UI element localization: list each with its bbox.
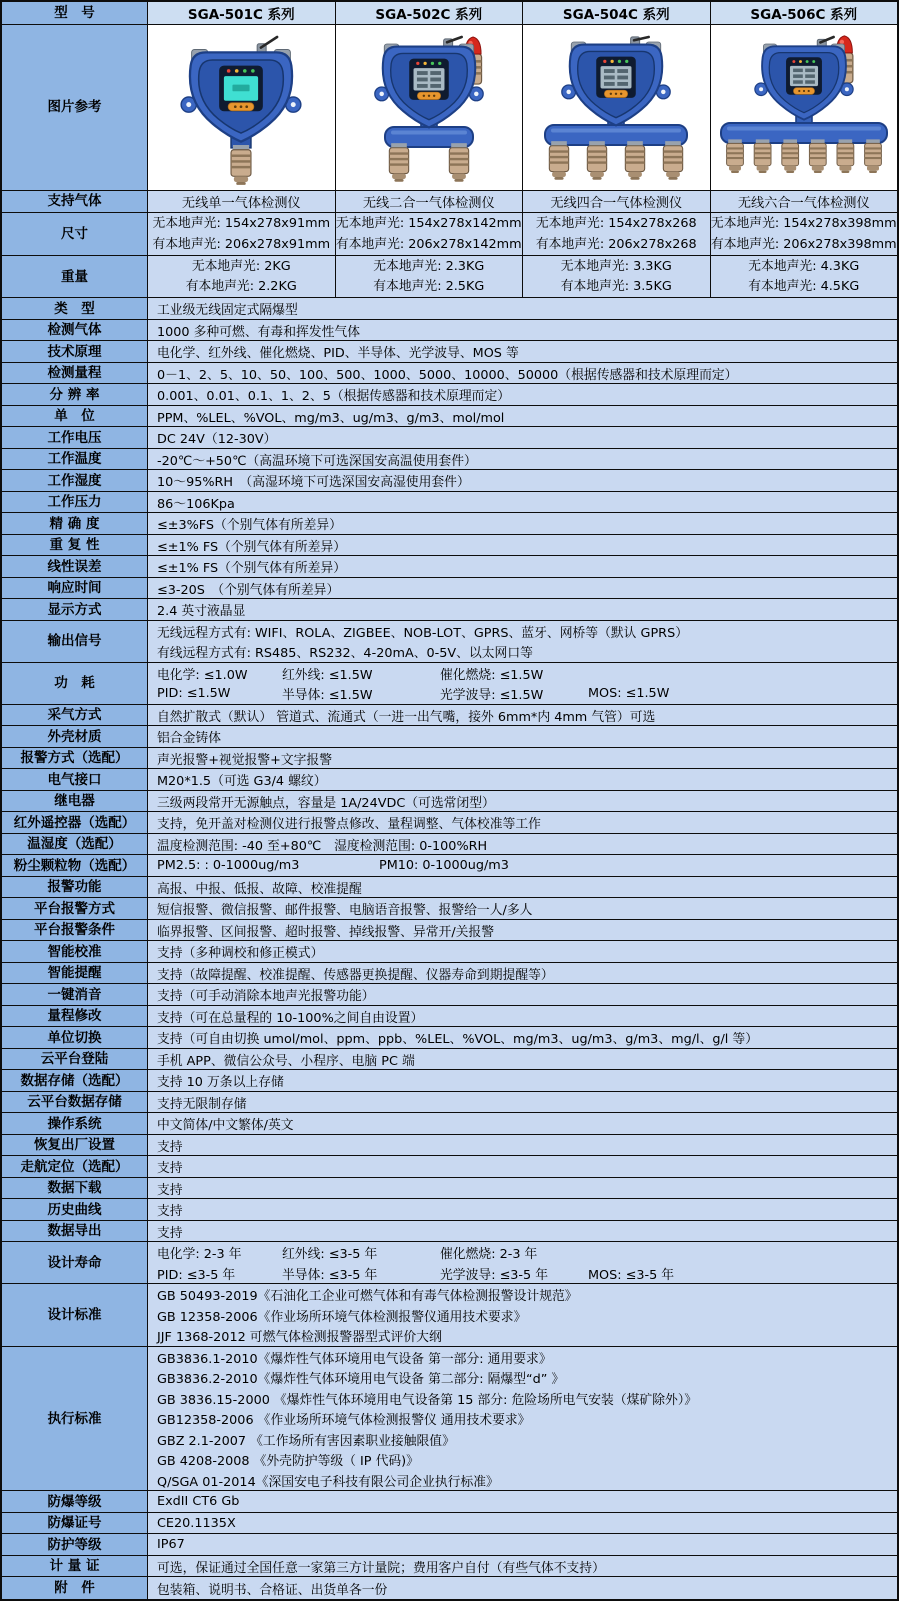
row-value xyxy=(148,769,897,790)
detector-body-icon xyxy=(375,44,483,127)
value-line: 0－1、2、5、10、50、100、500、1000、5000、10000、50000（根据传感器和技术原理而定） xyxy=(157,367,738,383)
row-label: 执行标准 xyxy=(2,1347,148,1491)
row-label: 设计标准 xyxy=(2,1284,148,1346)
row-value xyxy=(148,1049,897,1070)
value-line: 2.4 英寸液晶显 xyxy=(157,604,246,620)
row-value xyxy=(148,298,897,319)
spec-row xyxy=(2,855,897,877)
row-value xyxy=(148,1156,897,1177)
row-value xyxy=(148,1534,897,1555)
value-line: 支持 xyxy=(157,1182,183,1198)
spec-row xyxy=(2,1284,897,1347)
value-line: 包装箱、说明书、合格证、出货单各一份 xyxy=(157,1582,388,1598)
row-label: 单位切换 xyxy=(2,1027,148,1048)
row-label: 防爆等级 xyxy=(2,1491,148,1512)
row-label: 检测量程 xyxy=(2,363,148,384)
row-label: 智能提醒 xyxy=(2,963,148,984)
value-segment: MOS: ≤1.5W xyxy=(588,686,670,702)
value-line: 中文简体/中文繁体/英文 xyxy=(157,1118,294,1134)
value-line: 无本地声光: 154x278x398mm xyxy=(710,216,897,232)
row-value xyxy=(148,513,897,534)
row-value xyxy=(148,621,897,662)
spec-value-cell: 无线单一气体检测仪 xyxy=(148,191,335,213)
value-line xyxy=(148,663,897,684)
row-label: 重量 xyxy=(2,256,148,298)
row-value xyxy=(148,1347,897,1491)
row-value xyxy=(148,1006,897,1027)
spec-row xyxy=(2,1577,897,1599)
value-line: GB 12358-2006《作业场所环境气体检测报警仪通用技术要求》 xyxy=(157,1309,527,1325)
spec-row xyxy=(2,406,897,428)
row-label: 尺寸 xyxy=(2,213,148,255)
spec-row xyxy=(2,535,897,557)
row-label: 工作温度 xyxy=(2,449,148,470)
value-line: 自然扩散式（默认） 管道式、流通式（一进一出气嘴，接外 6mm*内 4mm 气管）可选 xyxy=(157,709,656,725)
value-line: 有本地声光: 206x278x91mm xyxy=(152,236,331,252)
manifold-icon xyxy=(721,123,887,143)
spec-row xyxy=(2,1156,897,1178)
value-line: 声光报警+视觉报警+文字报警 xyxy=(157,752,333,768)
value-segment: 催化燃烧: 2-3 年 xyxy=(440,1247,538,1263)
value-line: 无本地声光: 154x278x268 xyxy=(535,216,697,232)
spec-row xyxy=(2,791,897,813)
value-line: -20℃～+50℃（高温环境下可选深国安高温使用套件） xyxy=(157,453,477,469)
row-label: 电气接口 xyxy=(2,769,148,790)
value-line: 可选，保证通过全国任意一家第三方计量院；费用客户自付（有些气体不支持） xyxy=(157,1560,605,1576)
spec-value-cell xyxy=(335,256,523,298)
spec-row xyxy=(2,191,897,214)
value-segment: PM2.5: : 0-1000ug/m3 xyxy=(157,858,300,874)
sensor-probe-icon xyxy=(449,143,468,182)
value-line: 86～106Kpa xyxy=(157,496,235,512)
spec-row xyxy=(2,1070,897,1092)
row-label: 数据存储（选配） xyxy=(2,1070,148,1091)
value-line xyxy=(148,855,897,876)
row-value xyxy=(148,855,897,876)
spec-row xyxy=(2,1221,897,1243)
value-line: GB 50493-2019《石油化工企业可燃气体和有毒气体检测报警设计规范》 xyxy=(157,1289,578,1305)
row-label: 量程修改 xyxy=(2,1006,148,1027)
spec-row xyxy=(2,812,897,834)
sensor-probe-icon xyxy=(782,139,799,173)
spec-row xyxy=(2,705,897,727)
product-image-row xyxy=(2,25,897,191)
spec-row xyxy=(2,578,897,600)
row-value xyxy=(148,834,897,855)
row-label: 设计寿命 xyxy=(2,1242,148,1283)
row-value xyxy=(148,599,897,620)
spec-row xyxy=(2,1113,897,1135)
row-label: 报警方式（选配） xyxy=(2,748,148,769)
spec-value-cell xyxy=(148,213,335,255)
value-line: 无本地声光: 2.3KG xyxy=(373,258,485,274)
device-image-cell-SGA-506C xyxy=(710,25,898,190)
spec-row xyxy=(2,427,897,449)
sensor-probe-icon xyxy=(626,141,645,180)
value-line: DC 24V（12-30V） xyxy=(157,432,277,448)
spec-row xyxy=(2,748,897,770)
spec-row xyxy=(2,898,897,920)
value-line: 支持（多种调校和修正模式） xyxy=(157,946,324,962)
sensor-probe-icon xyxy=(588,141,607,180)
spec-row xyxy=(2,599,897,621)
value-line: PPM、%LEL、%VOL、mg/m3、ug/m3、g/m3、mol/mol xyxy=(157,410,505,426)
spec-row xyxy=(2,984,897,1006)
row-value xyxy=(148,963,897,984)
column-header-series: SGA-504C 系列 xyxy=(522,2,710,24)
spec-row xyxy=(2,726,897,748)
row-value xyxy=(148,363,897,384)
spec-row xyxy=(2,1006,897,1028)
value-segment: MOS: ≤3-5 年 xyxy=(588,1267,675,1283)
row-value xyxy=(148,812,897,833)
spec-row xyxy=(2,1347,897,1492)
gas-detector-illustration-SGA-504C xyxy=(523,25,709,189)
row-value xyxy=(148,341,897,362)
row-value xyxy=(148,1092,897,1113)
value-line: 有本地声光: 2.5KG xyxy=(373,279,485,295)
row-value xyxy=(148,1199,897,1220)
value-line xyxy=(148,683,897,704)
spec-row xyxy=(2,920,897,942)
value-segment: 红外线: ≤3-5 年 xyxy=(282,1247,378,1263)
spec-row xyxy=(2,384,897,406)
value-segment: PM10: 0-1000ug/m3 xyxy=(379,858,509,874)
spec-row xyxy=(2,298,897,320)
row-value xyxy=(148,470,897,491)
spec-row xyxy=(2,1178,897,1200)
spec-value-cell xyxy=(710,256,898,298)
sensor-probe-icon xyxy=(664,141,683,180)
value-line: 有本地声光: 4.5KG xyxy=(748,279,860,295)
row-label: 工作压力 xyxy=(2,492,148,513)
row-value xyxy=(148,1113,897,1134)
value-line: GB3836.1-2010《爆炸性气体环境用电气设备 第一部分: 通用要求》 xyxy=(157,1351,552,1367)
value-line: IP67 xyxy=(157,1537,185,1553)
row-label: 历史曲线 xyxy=(2,1199,148,1220)
row-label: 类 型 xyxy=(2,298,148,319)
spec-row xyxy=(2,556,897,578)
spec-row xyxy=(2,1092,897,1114)
row-value xyxy=(148,1577,897,1599)
value-line: 有本地声光: 2.2KG xyxy=(185,279,297,295)
value-line: 有本地声光: 206x278x268 xyxy=(535,236,697,252)
gas-detector-illustration-SGA-501C xyxy=(148,25,334,189)
row-label: 数据导出 xyxy=(2,1221,148,1242)
device-image-cell-SGA-502C xyxy=(335,25,523,190)
value-segment: 电化学: 2-3 年 xyxy=(157,1247,242,1263)
row-value xyxy=(148,748,897,769)
value-line: 0.001、0.01、0.1、1、2、5（根据传感器和技术原理而定） xyxy=(157,389,511,405)
value-line: CE20.1135X xyxy=(157,1515,236,1531)
value-line: 支持 xyxy=(157,1204,183,1220)
device-image-cell-SGA-504C xyxy=(522,25,710,190)
sensor-probe-icon xyxy=(726,139,743,173)
value-line: 支持，免开盖对检测仪进行报警点修改、量程调整、气体校准等工作 xyxy=(157,817,541,833)
spec-row xyxy=(2,470,897,492)
row-value xyxy=(148,449,897,470)
row-label: 平台报警方式 xyxy=(2,898,148,919)
value-segment: 红外线: ≤1.5W xyxy=(282,667,373,683)
spec-row xyxy=(2,1027,897,1049)
row-label: 防护等级 xyxy=(2,1534,148,1555)
row-label: 工作湿度 xyxy=(2,470,148,491)
row-value xyxy=(148,984,897,1005)
value-line: 高报、中报、低报、故障、校准提醒 xyxy=(157,881,362,897)
row-value xyxy=(148,1513,897,1534)
value-line: 电化学、红外线、催化燃烧、PID、半导体、光学波导、MOS 等 xyxy=(157,346,519,362)
value-line: 无本地声光: 4.3KG xyxy=(748,258,860,274)
value-line: 支持 10 万条以上存储 xyxy=(157,1075,284,1091)
value-line: M20*1.5（可选 G3/4 螺纹） xyxy=(157,774,327,790)
column-header-series: SGA-502C 系列 xyxy=(335,2,523,24)
row-value xyxy=(148,791,897,812)
row-value xyxy=(148,1284,897,1346)
spec-row xyxy=(2,834,897,856)
row-value xyxy=(148,492,897,513)
spec-row xyxy=(2,213,897,256)
value-line xyxy=(148,1242,897,1263)
spec-row xyxy=(2,1556,897,1578)
spec-row xyxy=(2,1491,897,1513)
value-segment: PID: ≤1.5W xyxy=(157,686,231,702)
value-line: JJF 1368-2012 可燃气体检测报警器型式评价大纲 xyxy=(157,1330,442,1346)
value-segment: 电化学: ≤1.0W xyxy=(157,667,248,683)
spec-row xyxy=(2,963,897,985)
detector-body-icon xyxy=(181,50,301,142)
row-label: 一键消音 xyxy=(2,984,148,1005)
value-line: 临界报警、区间报警、超时报警、掉线报警、异常开/关报警 xyxy=(157,924,495,940)
row-value xyxy=(148,1070,897,1091)
row-label: 操作系统 xyxy=(2,1113,148,1134)
value-line: ≤±3%FS（个别气体有所差异） xyxy=(157,518,342,534)
row-label: 分 辨 率 xyxy=(2,384,148,405)
value-segment: 催化燃烧: ≤1.5W xyxy=(440,667,544,683)
spec-row xyxy=(2,1534,897,1556)
gas-detector-illustration-SGA-502C xyxy=(336,25,522,189)
value-line: 工业级无线固定式隔爆型 xyxy=(157,303,298,319)
row-label: 单 位 xyxy=(2,406,148,427)
value-line: 温度检测范围: -40 至+80℃ 湿度检测范围: 0-100%RH xyxy=(157,838,488,854)
row-value xyxy=(148,384,897,405)
row-label: 附 件 xyxy=(2,1577,148,1599)
row-label: 平台报警条件 xyxy=(2,920,148,941)
value-line: Q/SGA 01-2014《深国安电子科技有限公司企业执行标准》 xyxy=(157,1474,499,1490)
spec-row xyxy=(2,769,897,791)
value-line: 有本地声光: 206x278x398mm xyxy=(710,236,897,252)
spec-value-cell xyxy=(522,213,710,255)
row-value xyxy=(148,705,897,726)
value-line: 有线远程方式有: RS485、RS232、4-20mA、0-5V、以太网口等 xyxy=(157,646,533,662)
row-value xyxy=(148,877,897,898)
row-label: 云平台数据存储 xyxy=(2,1092,148,1113)
value-line: GBZ 2.1-2007 《工作场所有害因素职业接触限值》 xyxy=(157,1433,455,1449)
spec-row xyxy=(2,621,897,663)
spec-value-cell xyxy=(522,256,710,298)
spec-row xyxy=(2,1513,897,1535)
value-line: 1000 多种可燃、有毒和挥发性气体 xyxy=(157,324,360,340)
spec-value-cell xyxy=(148,256,335,298)
value-line: GB 3836.15-2000 《爆炸性气体环境用电气设备第 15 部分: 危险场所电气安装（煤矿除外）》 xyxy=(157,1392,698,1408)
sensor-probe-icon xyxy=(389,143,408,182)
spec-row xyxy=(2,1199,897,1221)
value-line: 手机 APP、微信公众号、小程序、电脑 PC 端 xyxy=(157,1053,415,1069)
sensor-probe-icon xyxy=(754,139,771,173)
row-value xyxy=(148,1242,897,1283)
row-value xyxy=(148,920,897,941)
sensor-probe-icon xyxy=(550,141,569,180)
row-label: 报警功能 xyxy=(2,877,148,898)
row-label: 云平台登陆 xyxy=(2,1049,148,1070)
value-line: 支持 xyxy=(157,1161,183,1177)
detector-body-icon xyxy=(562,42,670,125)
row-label: 走航定位（选配） xyxy=(2,1156,148,1177)
row-value xyxy=(148,535,897,556)
spec-row xyxy=(2,1135,897,1157)
row-value xyxy=(148,556,897,577)
spec-row xyxy=(2,513,897,535)
value-line: 有本地声光: 206x278x142mm xyxy=(335,236,522,252)
value-line xyxy=(148,1263,897,1284)
value-segment: 光学波导: ≤3-5 年 xyxy=(440,1267,549,1283)
row-value xyxy=(148,1135,897,1156)
spec-row xyxy=(2,1049,897,1071)
row-label: 采气方式 xyxy=(2,705,148,726)
row-label: 继电器 xyxy=(2,791,148,812)
row-label: 温湿度（选配） xyxy=(2,834,148,855)
value-segment: 光学波导: ≤1.5W xyxy=(440,688,544,704)
row-value xyxy=(148,1178,897,1199)
row-label: 功 耗 xyxy=(2,663,148,704)
row-value xyxy=(148,941,897,962)
value-line: 支持 xyxy=(157,1225,183,1241)
sensor-probe-icon xyxy=(864,139,881,173)
value-line: GB 4208-2008 《外壳防护等级（ IP 代码)》 xyxy=(157,1454,419,1470)
value-line: 支持 xyxy=(157,1139,183,1155)
value-segment: 半导体: ≤3-5 年 xyxy=(282,1267,378,1283)
value-line: 支持（可在总量程的 10-100%之间自由设置） xyxy=(157,1010,424,1026)
row-label: 防爆证号 xyxy=(2,1513,148,1534)
value-line: GB3836.2-2010《爆炸性气体环境用电气设备 第二部分: 隔爆型“d” 》 xyxy=(157,1372,565,1388)
row-label: 响应时间 xyxy=(2,578,148,599)
row-value xyxy=(148,578,897,599)
row-label: 重 复 性 xyxy=(2,535,148,556)
row-label: 智能校准 xyxy=(2,941,148,962)
value-line: 支持（可手动消除本地声光报警功能） xyxy=(157,989,375,1005)
value-line: ≤±1% FS（个别气体有所差异） xyxy=(157,539,347,555)
value-line: 无线远程方式有: WIFI、ROLA、ZIGBEE、NOB-LOT、GPRS、蓝牙、网桥等（默认 GPRS） xyxy=(157,625,688,641)
value-line: 支持（故障提醒、校准提醒、传感器更换提醒、仪器寿命到期提醒等） xyxy=(157,967,554,983)
row-label: 粉尘颗粒物（选配） xyxy=(2,855,148,876)
value-line: 无本地声光: 3.3KG xyxy=(560,258,672,274)
row-label: 恢复出厂设置 xyxy=(2,1135,148,1156)
value-line: 三级两段常开无源触点，容量是 1A/24VDC（可选常闭型） xyxy=(157,795,495,811)
value-line: 无本地声光: 154x278x142mm xyxy=(335,216,522,232)
antenna-icon xyxy=(261,37,277,48)
spec-value-cell: 无线二合一气体检测仪 xyxy=(335,191,523,213)
value-line: GB12358-2006 《作业场所环境气体检测报警仪 通用技术要求》 xyxy=(157,1413,531,1429)
value-line: 无本地声光: 2KG xyxy=(191,258,291,274)
value-line: 无本地声光: 154x278x91mm xyxy=(152,216,331,232)
row-label: 支持气体 xyxy=(2,191,148,213)
value-line: 铝合金铸体 xyxy=(157,731,221,747)
value-line: 支持（可自由切换 umol/mol、ppm、ppb、%LEL、%VOL、mg/m3、ug/m3、g/m3、mg/l、g/l 等） xyxy=(157,1032,759,1048)
row-label: 工作电压 xyxy=(2,427,148,448)
row-value xyxy=(148,1556,897,1577)
row-label: 红外遥控器（选配） xyxy=(2,812,148,833)
value-segment: PID: ≤3-5 年 xyxy=(157,1267,236,1283)
row-label: 输出信号 xyxy=(2,621,148,662)
row-label: 线性误差 xyxy=(2,556,148,577)
row-value xyxy=(148,320,897,341)
row-value xyxy=(148,898,897,919)
spec-row xyxy=(2,449,897,471)
row-label: 显示方式 xyxy=(2,599,148,620)
value-line: 支持无限制存储 xyxy=(157,1096,247,1112)
spec-row xyxy=(2,341,897,363)
value-line: ExdII CT6 Gb xyxy=(157,1494,240,1510)
row-value xyxy=(148,1221,897,1242)
device-image-cell-SGA-501C xyxy=(148,25,335,190)
spec-row xyxy=(2,1242,897,1284)
spec-value-cell: 无线六合一气体检测仪 xyxy=(710,191,898,213)
row-value xyxy=(148,663,897,704)
sensor-probe-icon xyxy=(837,139,854,173)
value-line: 有本地声光: 3.5KG xyxy=(560,279,672,295)
row-label: 精 确 度 xyxy=(2,513,148,534)
spec-row xyxy=(2,363,897,385)
value-segment: 半导体: ≤1.5W xyxy=(282,688,373,704)
table-header-row xyxy=(2,2,897,25)
column-header-model-label: 型 号 xyxy=(2,2,148,24)
spec-value-cell xyxy=(335,213,523,255)
row-label: 技术原理 xyxy=(2,341,148,362)
value-line: ≤±1% FS（个别气体有所差异） xyxy=(157,561,347,577)
spec-row xyxy=(2,256,897,299)
row-value xyxy=(148,1027,897,1048)
value-line: 10～95%RH （高湿环境下可选深国安高湿使用套件） xyxy=(157,475,470,491)
row-label: 图片参考 xyxy=(2,25,148,190)
row-label: 数据下载 xyxy=(2,1178,148,1199)
gas-detector-illustration-SGA-506C xyxy=(711,25,897,189)
row-label: 计 量 证 xyxy=(2,1556,148,1577)
spec-row xyxy=(2,492,897,514)
detector-body-icon xyxy=(755,44,853,120)
row-value xyxy=(148,1491,897,1512)
column-header-series: SGA-506C 系列 xyxy=(710,2,898,24)
spec-row xyxy=(2,320,897,342)
row-value xyxy=(148,406,897,427)
sensor-probe-icon xyxy=(809,139,826,173)
spec-value-cell xyxy=(710,213,898,255)
row-value xyxy=(148,726,897,747)
spec-row xyxy=(2,941,897,963)
row-value xyxy=(148,427,897,448)
spec-value-cell: 无线四合一气体检测仪 xyxy=(522,191,710,213)
spec-row xyxy=(2,663,897,705)
spec-row xyxy=(2,877,897,899)
sensor-probe-icon xyxy=(231,145,251,185)
row-label: 检测气体 xyxy=(2,320,148,341)
value-line: 短信报警、微信报警、邮件报警、电脑语音报警、报警给一人/多人 xyxy=(157,903,533,919)
column-header-series: SGA-501C 系列 xyxy=(148,2,335,24)
row-label: 外壳材质 xyxy=(2,726,148,747)
value-line: ≤3-20S （个别气体有所差异） xyxy=(157,582,340,598)
